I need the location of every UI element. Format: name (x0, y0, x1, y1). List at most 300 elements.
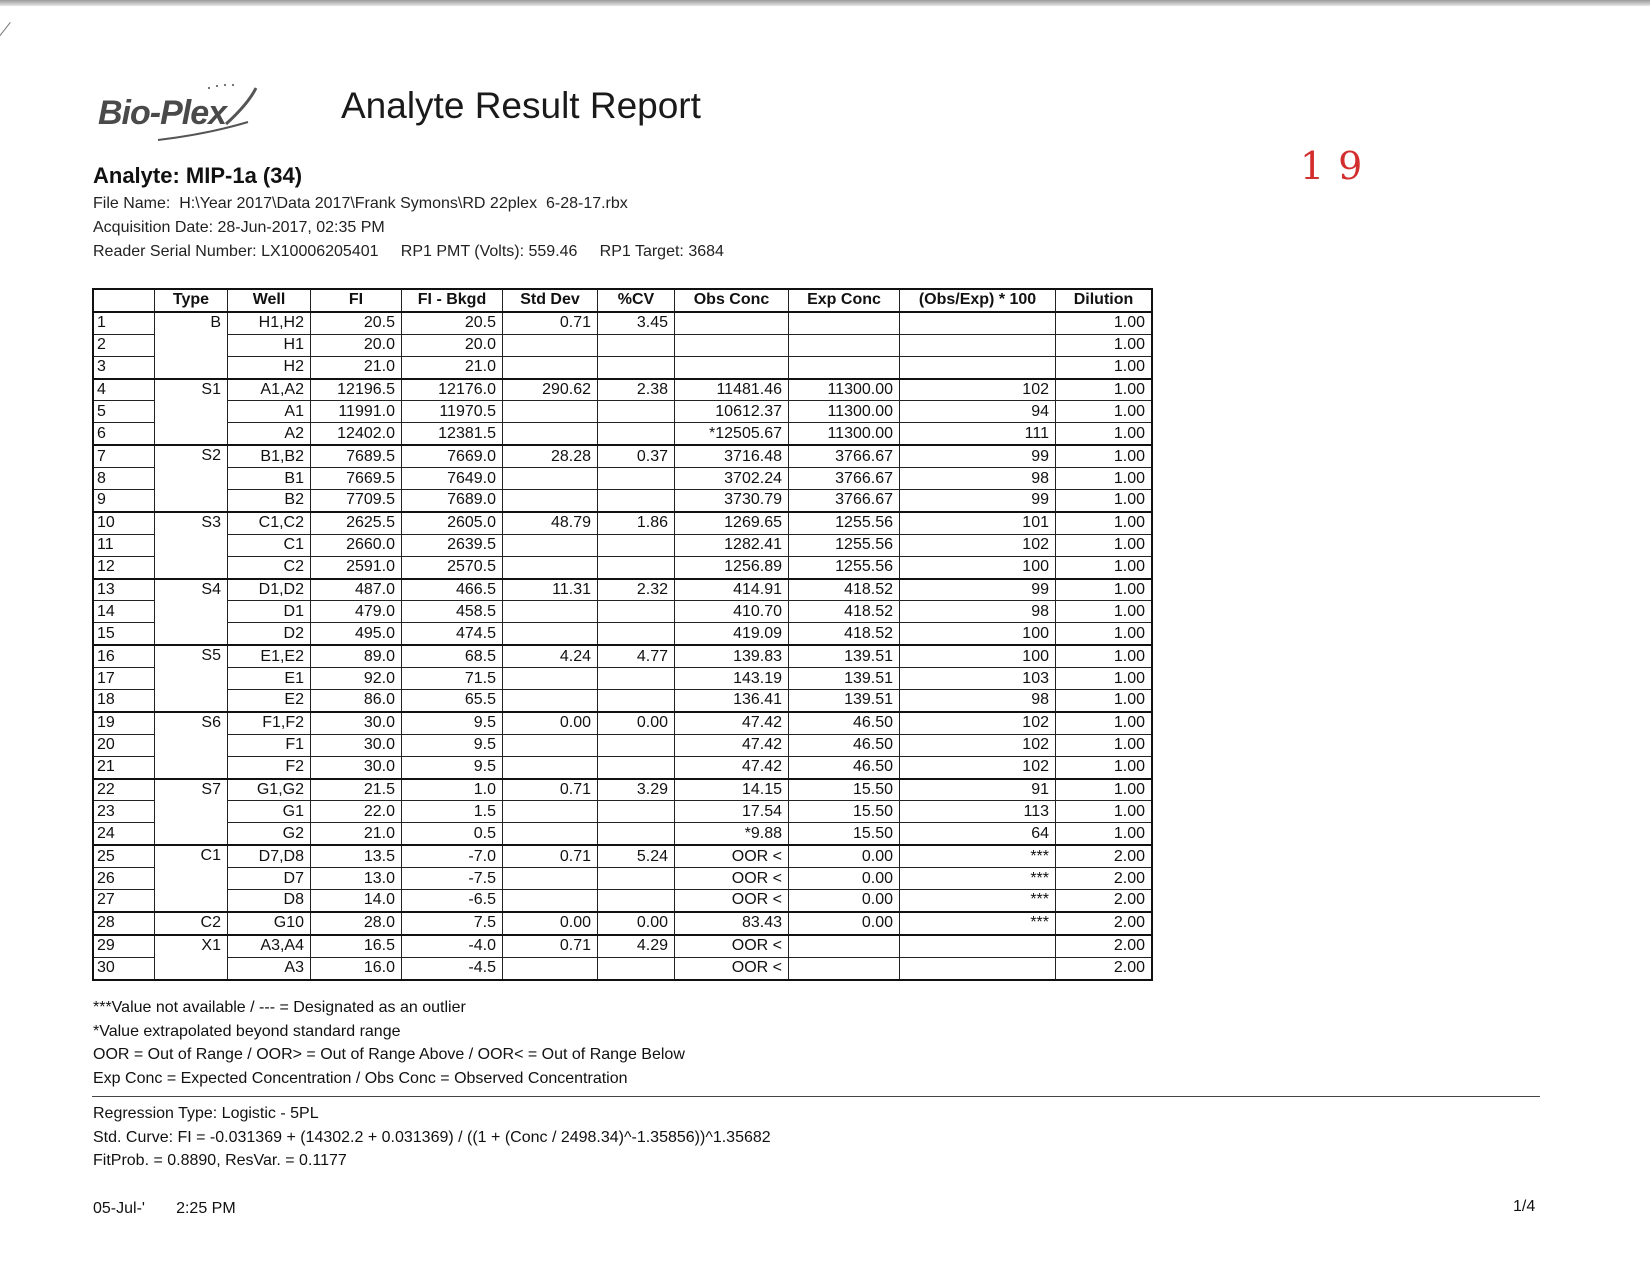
cell-well: D8 (228, 890, 311, 912)
cell-obs-conc: 3730.79 (675, 490, 789, 512)
table-row (93, 957, 1152, 979)
cell-dilution: 2.00 (1056, 890, 1153, 912)
table-row (93, 334, 1152, 356)
cell-obs-exp-ratio: *** (900, 868, 1056, 890)
cell-fi-bkgd: 11970.5 (402, 401, 503, 423)
cell-dilution: 1.00 (1056, 334, 1153, 356)
cell-exp-conc: 1255.56 (789, 512, 900, 534)
cell-dilution: 1.00 (1056, 579, 1153, 601)
cell-dilution: 1.00 (1056, 712, 1153, 734)
cell-exp-conc (789, 935, 900, 957)
analyte-title: Analyte: MIP-1a (34) (93, 163, 303, 188)
cell-row-number: 29 (93, 935, 155, 957)
cell-row-number: 3 (93, 356, 155, 378)
cell-dilution: 1.00 (1056, 779, 1153, 801)
cell-well: E2 (228, 690, 311, 712)
cell-exp-conc: 0.00 (789, 912, 900, 935)
cell-type: X1 (155, 935, 228, 980)
cell-well: G1 (228, 801, 311, 823)
cell-obs-exp-ratio: 100 (900, 556, 1056, 578)
cell-obs-exp-ratio (900, 957, 1056, 979)
cell-well: D7 (228, 868, 311, 890)
table-row (93, 379, 1152, 401)
cell-fi: 20.5 (311, 312, 402, 334)
cell-std-dev (503, 734, 598, 756)
cell-type: S7 (155, 779, 228, 846)
cell-fi-bkgd: 20.5 (402, 312, 503, 334)
table-row (93, 779, 1152, 801)
cell-fi: 20.0 (311, 334, 402, 356)
cell-fi-bkgd: 9.5 (402, 712, 503, 734)
cell-obs-conc: 83.43 (675, 912, 789, 935)
cell-std-dev (503, 690, 598, 712)
cell-cv (598, 423, 675, 445)
cell-row-number: 13 (93, 579, 155, 601)
legend-notes (93, 996, 685, 1090)
cell-obs-exp-ratio (900, 935, 1056, 957)
cell-fi-bkgd: 71.5 (402, 668, 503, 690)
cell-obs-conc: 1256.89 (675, 556, 789, 578)
cell-exp-conc: 418.52 (789, 579, 900, 601)
cell-obs-conc: OOR < (675, 957, 789, 979)
cell-obs-exp-ratio: 101 (900, 512, 1056, 534)
cell-cv (598, 556, 675, 578)
cell-well: D1 (228, 601, 311, 623)
reader-info (93, 243, 724, 261)
cell-obs-exp-ratio (900, 312, 1056, 334)
cell-obs-exp-ratio: 111 (900, 423, 1056, 445)
cell-cv (598, 801, 675, 823)
cell-obs-conc (675, 334, 789, 356)
cell-fi: 11991.0 (311, 401, 402, 423)
cell-obs-exp-ratio: 102 (900, 734, 1056, 756)
cell-obs-conc: 11481.46 (675, 379, 789, 401)
cell-obs-conc: 47.42 (675, 712, 789, 734)
cell-type: C1 (155, 845, 228, 912)
cell-fi-bkgd: -7.0 (402, 845, 503, 867)
cell-well: H1 (228, 334, 311, 356)
cell-dilution: 1.00 (1056, 312, 1153, 334)
divider (92, 1096, 1540, 1097)
cell-well: B1 (228, 468, 311, 490)
regression-info (93, 1102, 771, 1173)
table-row (93, 823, 1152, 845)
cell-obs-exp-ratio: 113 (900, 801, 1056, 823)
cell-row-number: 27 (93, 890, 155, 912)
cell-row-number: 24 (93, 823, 155, 845)
cell-fi-bkgd: 65.5 (402, 690, 503, 712)
cell-dilution: 2.00 (1056, 957, 1153, 979)
cell-cv (598, 468, 675, 490)
cell-obs-conc: OOR < (675, 890, 789, 912)
cell-obs-exp-ratio: 102 (900, 379, 1056, 401)
cell-cv (598, 334, 675, 356)
cell-well: C1,C2 (228, 512, 311, 534)
cell-row-number: 16 (93, 645, 155, 667)
cell-row-number: 22 (93, 779, 155, 801)
reader-serial: Reader Serial Number: LX10006205401 (93, 243, 379, 260)
cell-well: G10 (228, 912, 311, 935)
cell-std-dev (503, 668, 598, 690)
table-row (93, 734, 1152, 756)
table-row (93, 912, 1152, 935)
cell-well: A1,A2 (228, 379, 311, 401)
cell-cv: 0.00 (598, 712, 675, 734)
cell-well: A1 (228, 401, 311, 423)
col-header-obs-exp: (Obs/Exp) * 100 (900, 289, 1056, 312)
cell-std-dev (503, 490, 598, 512)
table-row (93, 356, 1152, 378)
cell-cv (598, 823, 675, 845)
cell-fi-bkgd: 7649.0 (402, 468, 503, 490)
cell-obs-exp-ratio: *** (900, 845, 1056, 867)
cell-fi-bkgd: 474.5 (402, 623, 503, 645)
cell-obs-exp-ratio: 98 (900, 468, 1056, 490)
cell-obs-conc: 10612.37 (675, 401, 789, 423)
cell-exp-conc (789, 312, 900, 334)
cell-std-dev (503, 601, 598, 623)
cell-well: G2 (228, 823, 311, 845)
cell-exp-conc: 1255.56 (789, 534, 900, 556)
cell-dilution: 2.00 (1056, 845, 1153, 867)
col-header-type: Type (155, 289, 228, 312)
cell-well: F1,F2 (228, 712, 311, 734)
cell-row-number: 12 (93, 556, 155, 578)
cell-std-dev (503, 868, 598, 890)
note-line: OOR = Out of Range / OOR> = Out of Range Above / OOR< = Out of Range Below (93, 1046, 685, 1063)
cell-cv (598, 756, 675, 778)
cell-exp-conc: 418.52 (789, 623, 900, 645)
cell-obs-exp-ratio: *** (900, 890, 1056, 912)
table-row (93, 490, 1152, 512)
cell-row-number: 5 (93, 401, 155, 423)
table-row (93, 601, 1152, 623)
cell-std-dev (503, 423, 598, 445)
rp1-target: RP1 Target: 3684 (599, 243, 724, 260)
cell-std-dev: 290.62 (503, 379, 598, 401)
scan-edge (0, 0, 1650, 6)
cell-obs-exp-ratio: 103 (900, 668, 1056, 690)
cell-row-number: 18 (93, 690, 155, 712)
cell-row-number: 10 (93, 512, 155, 534)
cell-row-number: 21 (93, 756, 155, 778)
cell-fi-bkgd: 20.0 (402, 334, 503, 356)
cell-cv (598, 868, 675, 890)
cell-dilution: 1.00 (1056, 512, 1153, 534)
col-header-fi-bkgd: FI - Bkgd (402, 289, 503, 312)
cell-well: G1,G2 (228, 779, 311, 801)
table-row (93, 756, 1152, 778)
table-row (93, 556, 1152, 578)
cell-fi: 7709.5 (311, 490, 402, 512)
cell-well: D1,D2 (228, 579, 311, 601)
cell-obs-exp-ratio: 99 (900, 579, 1056, 601)
cell-fi-bkgd: 12381.5 (402, 423, 503, 445)
handwritten-page-number: 19 (1300, 144, 1377, 188)
cell-std-dev: 48.79 (503, 512, 598, 534)
cell-fi: 13.0 (311, 868, 402, 890)
cell-exp-conc: 11300.00 (789, 401, 900, 423)
cell-cv: 0.37 (598, 445, 675, 467)
cell-type: S3 (155, 512, 228, 579)
cell-obs-conc: 419.09 (675, 623, 789, 645)
cell-fi: 28.0 (311, 912, 402, 935)
cell-row-number: 25 (93, 845, 155, 867)
cell-dilution: 2.00 (1056, 868, 1153, 890)
col-header-dilution: Dilution (1056, 289, 1153, 312)
cell-exp-conc: 46.50 (789, 712, 900, 734)
cell-obs-exp-ratio: 102 (900, 534, 1056, 556)
cell-std-dev: 11.31 (503, 579, 598, 601)
cell-fi-bkgd: 0.5 (402, 823, 503, 845)
table-row (93, 668, 1152, 690)
cell-std-dev: 0.71 (503, 779, 598, 801)
cell-fi: 30.0 (311, 712, 402, 734)
cell-row-number: 28 (93, 912, 155, 935)
cell-fi-bkgd: 9.5 (402, 756, 503, 778)
cell-obs-conc: 14.15 (675, 779, 789, 801)
cell-fi-bkgd: 68.5 (402, 645, 503, 667)
cell-fi-bkgd: -4.5 (402, 957, 503, 979)
cell-cv: 2.32 (598, 579, 675, 601)
cell-obs-conc: 143.19 (675, 668, 789, 690)
cell-obs-exp-ratio: 94 (900, 401, 1056, 423)
cell-cv (598, 490, 675, 512)
cell-type: S4 (155, 579, 228, 646)
cell-well: D2 (228, 623, 311, 645)
cell-fi-bkgd: 7.5 (402, 912, 503, 935)
cell-dilution: 1.00 (1056, 445, 1153, 467)
cell-std-dev (503, 957, 598, 979)
cell-dilution: 1.00 (1056, 801, 1153, 823)
file-name: File Name: H:\Year 2017\Data 2017\Frank Symons\RD 22plex 6-28-17.rbx (93, 195, 628, 212)
col-header-fi: FI (311, 289, 402, 312)
cell-exp-conc: 15.50 (789, 823, 900, 845)
cell-obs-exp-ratio (900, 356, 1056, 378)
cell-obs-conc: 1282.41 (675, 534, 789, 556)
cell-row-number: 30 (93, 957, 155, 979)
cell-fi: 7689.5 (311, 445, 402, 467)
cell-well: F2 (228, 756, 311, 778)
cell-fi: 21.0 (311, 356, 402, 378)
cell-obs-conc: 410.70 (675, 601, 789, 623)
cell-obs-exp-ratio: 100 (900, 623, 1056, 645)
cell-dilution: 1.00 (1056, 534, 1153, 556)
cell-dilution: 1.00 (1056, 645, 1153, 667)
cell-obs-exp-ratio: 98 (900, 601, 1056, 623)
cell-fi: 2660.0 (311, 534, 402, 556)
cell-type: S2 (155, 445, 228, 512)
cell-fi-bkgd: 7689.0 (402, 490, 503, 512)
cell-obs-conc: OOR < (675, 935, 789, 957)
cell-type: C2 (155, 912, 228, 935)
cell-exp-conc: 139.51 (789, 690, 900, 712)
col-header-cv: %CV (598, 289, 675, 312)
cell-fi: 13.5 (311, 845, 402, 867)
cell-cv (598, 356, 675, 378)
table-row (93, 512, 1152, 534)
results-body (93, 312, 1152, 980)
cell-fi-bkgd: 458.5 (402, 601, 503, 623)
cell-cv: 4.29 (598, 935, 675, 957)
cell-fi: 86.0 (311, 690, 402, 712)
cell-well: C1 (228, 534, 311, 556)
col-header-std-dev: Std Dev (503, 289, 598, 312)
cell-row-number: 15 (93, 623, 155, 645)
cell-fi: 495.0 (311, 623, 402, 645)
note-line: Exp Conc = Expected Concentration / Obs Conc = Observed Concentration (93, 1069, 628, 1087)
cell-row-number: 19 (93, 712, 155, 734)
cell-row-number: 20 (93, 734, 155, 756)
cell-obs-exp-ratio: *** (900, 912, 1056, 935)
cell-fi-bkgd: 2570.5 (402, 556, 503, 578)
cell-obs-exp-ratio (900, 334, 1056, 356)
cell-std-dev: 28.28 (503, 445, 598, 467)
cell-obs-conc: *12505.67 (675, 423, 789, 445)
col-header-exp-conc: Exp Conc (789, 289, 900, 312)
table-row (93, 645, 1152, 667)
report-title: Analyte Result Report (341, 85, 701, 126)
cell-well: B2 (228, 490, 311, 512)
cell-obs-conc: 414.91 (675, 579, 789, 601)
cell-fi: 2625.5 (311, 512, 402, 534)
cell-fi-bkgd: 1.5 (402, 801, 503, 823)
note-line: ***Value not available / --- = Designated as an outlier (93, 999, 466, 1016)
cell-type: S5 (155, 645, 228, 712)
cell-well: A3,A4 (228, 935, 311, 957)
cell-fi: 2591.0 (311, 556, 402, 578)
table-row (93, 579, 1152, 601)
cell-std-dev (503, 756, 598, 778)
cell-std-dev (503, 356, 598, 378)
cell-row-number: 11 (93, 534, 155, 556)
cell-std-dev (503, 334, 598, 356)
cell-cv: 3.45 (598, 312, 675, 334)
cell-std-dev (503, 890, 598, 912)
cell-exp-conc (789, 334, 900, 356)
acquisition-date: Acquisition Date: 28-Jun-2017, 02:35 PM (93, 219, 385, 236)
cell-type: S1 (155, 379, 228, 446)
cell-cv: 1.86 (598, 512, 675, 534)
cell-cv: 4.77 (598, 645, 675, 667)
cell-dilution: 1.00 (1056, 690, 1153, 712)
cell-dilution: 1.00 (1056, 601, 1153, 623)
cell-std-dev (503, 801, 598, 823)
cell-exp-conc: 139.51 (789, 668, 900, 690)
cell-fi-bkgd: 2639.5 (402, 534, 503, 556)
cell-exp-conc: 1255.56 (789, 556, 900, 578)
cell-fi: 12402.0 (311, 423, 402, 445)
cell-cv: 5.24 (598, 845, 675, 867)
cell-cv (598, 534, 675, 556)
cell-std-dev (503, 534, 598, 556)
standard-curve: Std. Curve: FI = -0.031369 + (14302.2 + 0.031369) / ((1 + (Conc / 2498.34)^-1.35856))^1.35682 (93, 1128, 771, 1146)
col-header-obs-conc: Obs Conc (675, 289, 789, 312)
table-row (93, 468, 1152, 490)
cell-fi: 14.0 (311, 890, 402, 912)
cell-std-dev: 0.71 (503, 845, 598, 867)
cell-row-number: 8 (93, 468, 155, 490)
cell-well: E1 (228, 668, 311, 690)
cell-exp-conc: 3766.67 (789, 490, 900, 512)
cell-well: A3 (228, 957, 311, 979)
cell-type: B (155, 312, 228, 379)
cell-dilution: 1.00 (1056, 468, 1153, 490)
cell-std-dev (503, 823, 598, 845)
cell-std-dev: 0.00 (503, 912, 598, 935)
cell-fi: 12196.5 (311, 379, 402, 401)
cell-obs-conc (675, 356, 789, 378)
cell-fi-bkgd: -6.5 (402, 890, 503, 912)
cell-obs-conc: 136.41 (675, 690, 789, 712)
cell-obs-conc: 3702.24 (675, 468, 789, 490)
cell-fi: 16.5 (311, 935, 402, 957)
cell-obs-conc: OOR < (675, 845, 789, 867)
table-row (93, 623, 1152, 645)
bio-plex-logo (98, 84, 268, 144)
cell-dilution: 1.00 (1056, 823, 1153, 845)
cell-cv (598, 623, 675, 645)
cell-obs-exp-ratio: 102 (900, 712, 1056, 734)
cell-obs-conc: OOR < (675, 868, 789, 890)
fit-stats: FitProb. = 0.8890, ResVar. = 0.1177 (93, 1152, 347, 1169)
cell-dilution: 1.00 (1056, 734, 1153, 756)
table-row (93, 935, 1152, 957)
cell-well: B1,B2 (228, 445, 311, 467)
logo-text: Bio-Plex (98, 94, 227, 132)
cell-exp-conc: 418.52 (789, 601, 900, 623)
cell-std-dev: 4.24 (503, 645, 598, 667)
table-row (93, 845, 1152, 867)
table-row (93, 690, 1152, 712)
cell-row-number: 9 (93, 490, 155, 512)
cell-dilution: 1.00 (1056, 401, 1153, 423)
cell-exp-conc: 46.50 (789, 734, 900, 756)
cell-fi-bkgd: 2605.0 (402, 512, 503, 534)
cell-std-dev: 0.71 (503, 935, 598, 957)
cell-obs-exp-ratio: 98 (900, 690, 1056, 712)
cell-fi: 487.0 (311, 579, 402, 601)
regression-type: Regression Type: Logistic - 5PL (93, 1105, 319, 1122)
cell-obs-conc: 1269.65 (675, 512, 789, 534)
table-row (93, 445, 1152, 467)
cell-cv (598, 401, 675, 423)
table-row (93, 801, 1152, 823)
cell-obs-conc: 139.83 (675, 645, 789, 667)
note-line: *Value extrapolated beyond standard range (93, 1022, 401, 1040)
cell-cv (598, 601, 675, 623)
cell-fi: 479.0 (311, 601, 402, 623)
results-table (92, 288, 1153, 981)
cell-fi-bkgd: 1.0 (402, 779, 503, 801)
cell-obs-exp-ratio: 99 (900, 490, 1056, 512)
cell-fi-bkgd: 466.5 (402, 579, 503, 601)
cell-exp-conc: 11300.00 (789, 379, 900, 401)
cell-cv (598, 668, 675, 690)
cell-dilution: 1.00 (1056, 356, 1153, 378)
cell-std-dev: 0.00 (503, 712, 598, 734)
cell-cv (598, 957, 675, 979)
cell-well: A2 (228, 423, 311, 445)
cell-fi: 92.0 (311, 668, 402, 690)
cell-fi: 16.0 (311, 957, 402, 979)
cell-dilution: 1.00 (1056, 379, 1153, 401)
cell-dilution: 2.00 (1056, 912, 1153, 935)
cell-cv: 0.00 (598, 912, 675, 935)
col-header-well: Well (228, 289, 311, 312)
cell-std-dev (503, 556, 598, 578)
cell-fi: 30.0 (311, 756, 402, 778)
